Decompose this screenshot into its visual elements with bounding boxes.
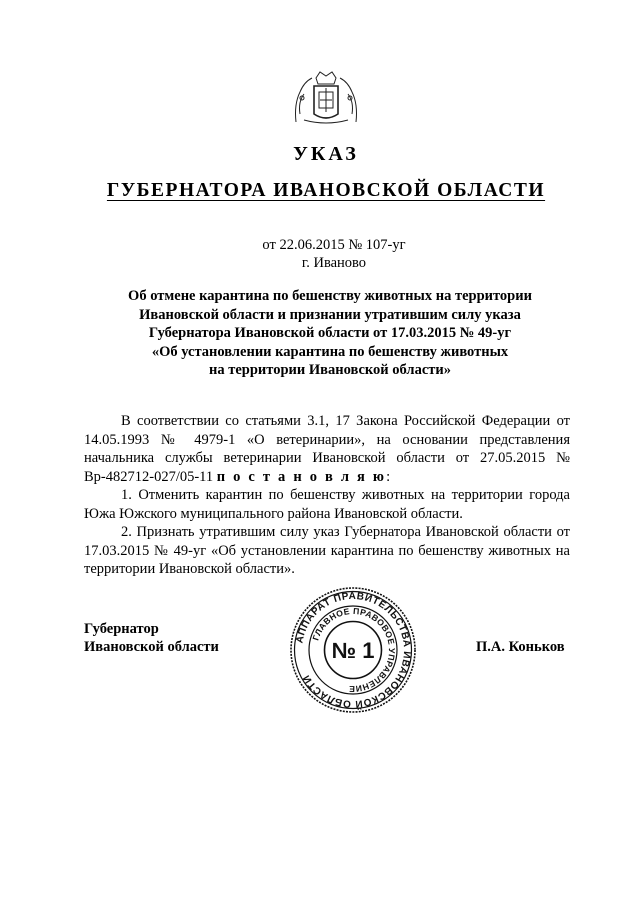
- preamble-text: В соответствии со статьями 3.1, 17 Закона Российской Федерации от 14.05.1993 № 4979-1 «О ветеринарии», на основании представления начальника службы ветеринарии Ивановской области от 27.05.2015 № Вр-482712-027/05-11: [84, 413, 570, 485]
- subject-line: Об отмене карантина по бешенству животных на территории: [128, 288, 532, 304]
- decree-body: [84, 412, 570, 579]
- position-line: Губернатор: [84, 621, 159, 637]
- preamble-paragraph: [84, 412, 570, 486]
- position-line: Ивановской области: [84, 639, 219, 655]
- document-meta: [14, 236, 640, 272]
- item-2: 2. Признать утратившим силу указ Губернатора Ивановской области от 17.03.2015 № 49-уг «Об установлении карантина по бешенству животных на территории Ивановской области».: [84, 524, 570, 577]
- decree-colon: :: [386, 468, 391, 485]
- coat-of-arms-icon: [290, 64, 362, 126]
- stamp-inner-text: ГЛАВНОЕ ПРАВОВОЕ УПРАВЛЕНИЕ: [310, 605, 398, 695]
- stamp-number: № 1: [331, 638, 375, 663]
- signatory-name: П.А. Коньков: [476, 639, 565, 655]
- issuer-title: ГУБЕРНАТОРА ИВАНОВСКОЙ ОБЛАСТИ: [106, 180, 546, 201]
- document-type: УКАЗ: [293, 143, 359, 165]
- decree-subject: [90, 287, 570, 380]
- subject-line: Губернатора Ивановской области от 17.03.2015 № 49-уг: [148, 325, 512, 341]
- official-stamp: [288, 585, 418, 715]
- subject-line: на территории Ивановской области»: [209, 362, 451, 378]
- item-1: 1. Отменить карантин по бешенству животных на территории города Южа Южского муниципального района Ивановской области.: [84, 487, 570, 522]
- signatory-position: [84, 620, 219, 656]
- city: г. Иваново: [301, 255, 367, 271]
- subject-line: «Об установлении карантина по бешенству животных: [151, 343, 509, 360]
- date-number: от 22.06.2015 № 107-уг: [262, 237, 406, 253]
- decree-word: п о с т а н о в л я ю: [216, 468, 387, 485]
- subject-line: Ивановской области и признании утратившим силу указа: [139, 306, 521, 323]
- stamp-outer-text: АППАРАТ ПРАВИТЕЛЬСТВА ИВАНОВСКОЙ ОБЛАСТИ: [294, 590, 413, 710]
